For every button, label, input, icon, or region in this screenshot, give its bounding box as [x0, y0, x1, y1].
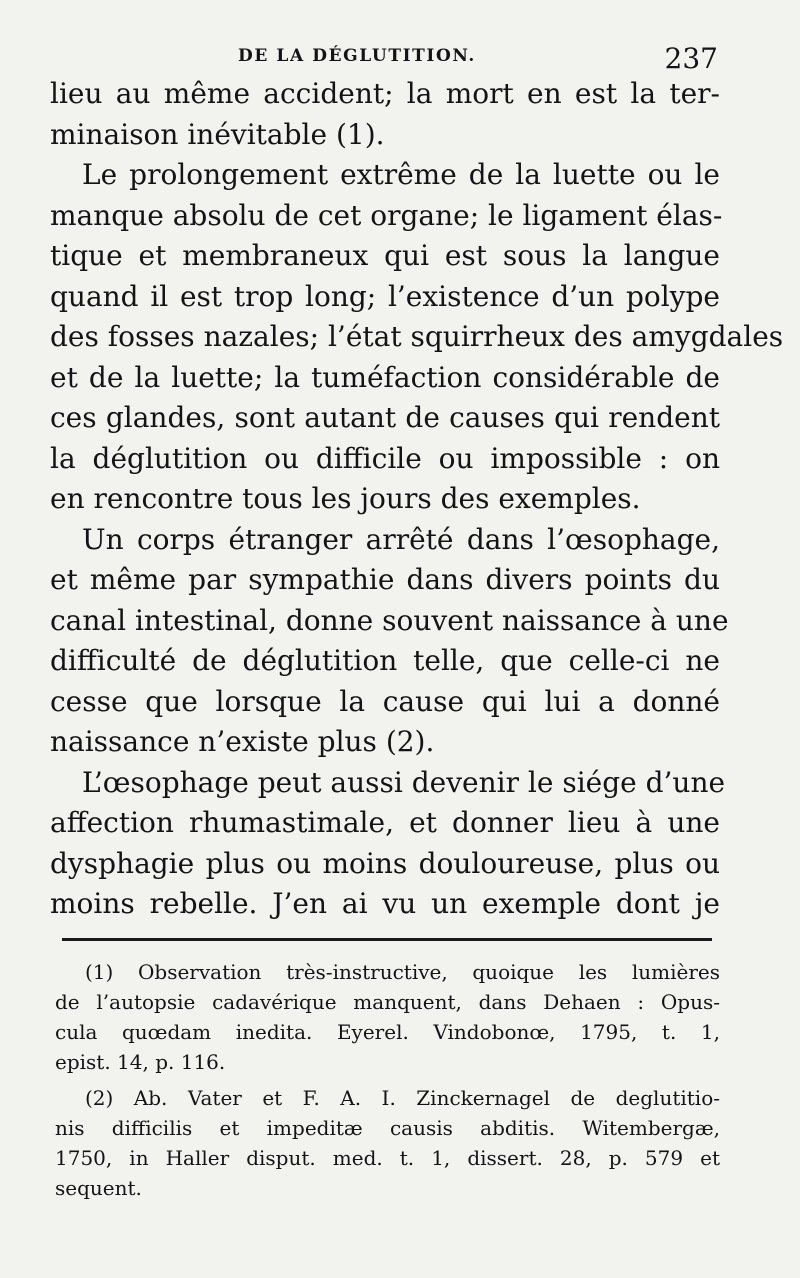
footnotes — [55, 957, 720, 1203]
text-line: la déglutition ou difficile ou impossible : on — [50, 441, 720, 475]
page-number: 237 — [664, 42, 718, 75]
text-line: cesse que lorsque la cause qui lui a donné — [50, 684, 720, 718]
footnote-line: (1) Observation très-instructive, quoique les lumières — [85, 960, 720, 984]
text-line: naissance n’existe plus (2). — [50, 725, 435, 758]
footnote-line: epist. 14, p. 116. — [55, 1050, 226, 1074]
footnote-line: cula quœdam inedita. Eyerel. Vindobonœ, 1795, t. 1, — [55, 1020, 720, 1044]
main-text — [50, 74, 784, 925]
text-line: moins rebelle. J’en ai vu un exemple dont je — [50, 887, 720, 920]
text-line: des fosses nazales; l’état squirrheux des amygdales — [50, 320, 784, 353]
footnote-line: nis difficilis et impeditæ causis abditis. Witembergæ, — [55, 1116, 720, 1140]
running-title: DE LA DÉGLUTITION. — [238, 46, 476, 66]
text-line: tique et membraneux qui est sous la langue — [50, 239, 720, 272]
footnote-line: sequent. — [55, 1176, 142, 1200]
text-line: quand il est trop long; l’existence d’un polype — [50, 279, 720, 313]
text-line: Le prolongement extrême de la luette ou le — [82, 158, 720, 191]
text-line: et même par sympathie dans divers points du — [50, 563, 720, 596]
text-line: lieu au même accident; la mort en est la ter- — [50, 77, 720, 110]
footnote-line: de l’autopsie cadavérique manquent, dans Dehaen : Opus- — [55, 990, 720, 1014]
text-line: minaison inévitable (1). — [50, 117, 385, 151]
text-line: affection rhumastimale, et donner lieu à une — [50, 806, 720, 839]
text-line: en rencontre tous les jours des exemples. — [50, 482, 641, 515]
text-line: ces glandes, sont autant de causes qui rendent — [50, 401, 720, 434]
footnote-line: (2) Ab. Vater et F. A. I. Zinckernagel de deglutitio- — [85, 1086, 720, 1110]
text-line: L’œsophage peut aussi devenir le siége d’une — [82, 765, 726, 799]
text-line: dysphagie plus ou moins douloureuse, plus ou — [50, 846, 720, 880]
text-line: difficulté de déglutition telle, que celle-ci ne — [50, 644, 720, 677]
text-line: canal intestinal, donne souvent naissance à une — [50, 603, 729, 637]
footnote-line: 1750, in Haller disput. med. t. 1, dissert. 28, p. 579 et — [55, 1146, 720, 1170]
text-line: et de la luette; la tuméfaction considérable de — [50, 360, 720, 394]
footnote-divider — [62, 938, 712, 941]
text-line: manque absolu de cet organe; le ligament élas- — [50, 198, 723, 232]
text-line: Un corps étranger arrêté dans l’œsophage, — [82, 522, 720, 556]
